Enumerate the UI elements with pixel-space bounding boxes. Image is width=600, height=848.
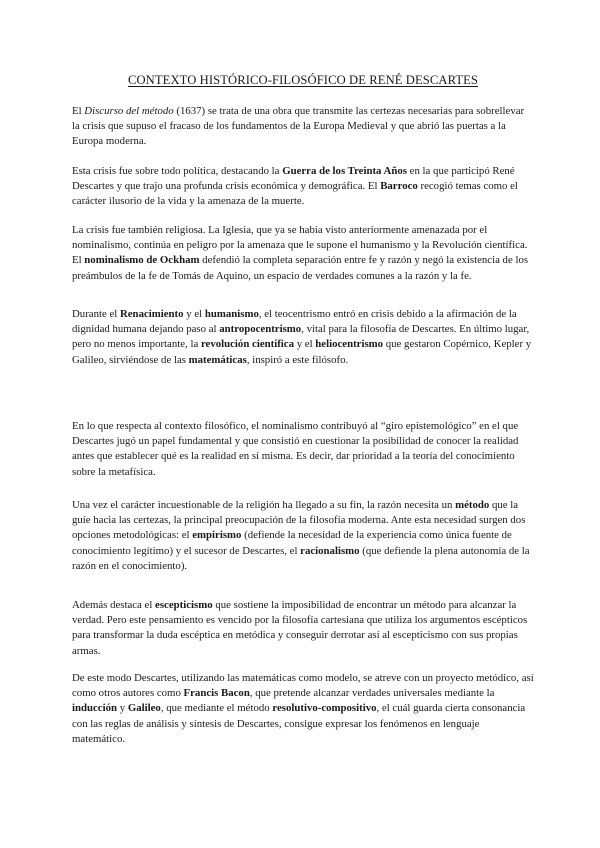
text-run: , inspiró a este filósofo. <box>246 353 349 366</box>
paragraph-renacimiento <box>72 307 534 368</box>
text-run: y el <box>294 338 316 351</box>
text-run: , que pretende alcanzar verdades universales mediante la <box>249 687 495 700</box>
text-run: recogió temas como el carácter ilusorio de la vida y la amenaza de la muerte. <box>72 180 518 208</box>
text-run: Una vez el carácter incuestionable de la religión ha llegado a su fin, la razón necesita un <box>72 499 456 511</box>
text-run: , el teocentrismo entró en crisis debido a la afirmación de la dignidad humana dejando paso al <box>72 308 517 336</box>
text-run: y el <box>183 308 205 320</box>
bold-term: inducción <box>72 702 118 715</box>
text-run: Durante el <box>72 308 120 320</box>
text-run: Además destaca el <box>72 599 156 611</box>
text-run: La crisis fue también religiosa. La Iglesia, que ya se había visto anteriormente amenazada por el nominalismo, continúa en peligro por la amenaza que le supone el humanismo y la Revolución científica. El <box>72 224 528 267</box>
text-run: defendió la completa separación entre fe y razón y negó la existencia de los preámbulos de la fe de Tomás de Aquino, un espacio de verdades comunes a la razón y la fe. <box>72 254 529 282</box>
bold-term: empirismo <box>192 529 242 542</box>
paragraph-crisis-politica <box>72 164 534 210</box>
paragraph-crisis-religiosa <box>72 223 534 284</box>
text-run: que gestaron Copérnico, Kepler y Galileo, sirviéndose de las <box>72 338 532 366</box>
bold-term: escepticismo <box>155 599 213 611</box>
bold-term: racionalismo <box>300 544 360 557</box>
bold-term: Francis Bacon <box>183 687 250 700</box>
paragraph-metodo <box>72 498 534 574</box>
bold-term: Galileo <box>127 702 161 715</box>
text-run: y <box>117 702 128 715</box>
text-run: (defiende la necesidad de la experiencia como única fuente de conocimiento legítimo) y el sucesor de Descartes, el <box>72 529 512 557</box>
text-run: en la que participó René Descartes y que trajo una profunda crisis económica y demográfica. El <box>72 165 515 193</box>
paragraph-escepticismo <box>72 598 534 659</box>
paragraph-proyecto-metodico <box>72 671 534 747</box>
bold-term: revolución científica <box>200 338 294 351</box>
bold-term: nominalismo de Ockham <box>84 254 200 267</box>
text-run: Esta crisis fue sobre todo política, destacando la <box>72 165 283 177</box>
text-run: , que mediante el método <box>160 702 273 715</box>
text-run: , el cuál guarda cierta consonancia con las reglas de análisis y síntesis de Descartes, consigue expresar los fenómenos en lenguaje matemático. <box>72 702 526 745</box>
text-run: (1637) se trata de una obra que transmite las certezas necesarias para sobrellevar la crisis que supuso el fracaso de los fundamentos de la Europa Medieval y que abrió las puertas a la Europa moderna. <box>72 105 525 148</box>
bold-term: heliocentrismo <box>315 338 384 351</box>
bold-term: Guerra de los Treinta Años <box>282 165 407 177</box>
text-run: que la guíe hacia las certezas, la principal preocupación de la filosofía moderna. Ante esta necesidad surgen dos opciones metodológicas: el <box>72 499 526 542</box>
bold-term: resolutivo-compositivo <box>272 702 377 715</box>
text-run: De este modo Descartes, utilizando las matemáticas como modelo, se atreve con un proyecto metódico, así como otros autores como <box>72 672 534 700</box>
bold-term: Barroco <box>380 180 418 193</box>
text-run: que sostiene la imposibilidad de encontrar un método para alcanzar la verdad. Pero este pensamiento es vencido por la filosofía cartesiana que utiliza los argumentos escépticos para transformar la duda escéptica en metódica y conseguir derrotar así al escepticismo con sus propias armas. <box>72 599 528 657</box>
page-title: CONTEXTO HISTÓRICO-FILOSÓFICO DE RENÉ DESCARTES <box>127 73 479 87</box>
text-run: El <box>72 105 85 117</box>
paragraph-contexto-filosofico <box>72 419 534 480</box>
bold-term: método <box>455 499 490 511</box>
italic-term: Discurso del método <box>84 105 174 117</box>
bold-term: matemáticas <box>188 353 247 366</box>
text-run: En lo que respecta al contexto filosófico, el nominalismo contribuyó al “giro epistemológico” en el que Descartes jugó un papel fundamental y que consistió en cuestionar la posibilidad de conocer la realidad antes que establecer qué es la realidad en sí misma. Es decir, dar prioridad a la teoría del conocimiento sobre la metafísica. <box>72 420 519 478</box>
bold-term: humanismo <box>204 308 259 320</box>
paragraph-discurso <box>72 104 534 150</box>
text-run: , vital para la filosofía de Descartes. En último lugar, pero no menos importante, la <box>72 323 530 351</box>
bold-term: Renacimiento <box>119 308 184 320</box>
bold-term: antropocentrismo <box>219 323 302 336</box>
text-run: (que defiende la plena autonomía de la razón en el conocimiento). <box>72 544 530 572</box>
